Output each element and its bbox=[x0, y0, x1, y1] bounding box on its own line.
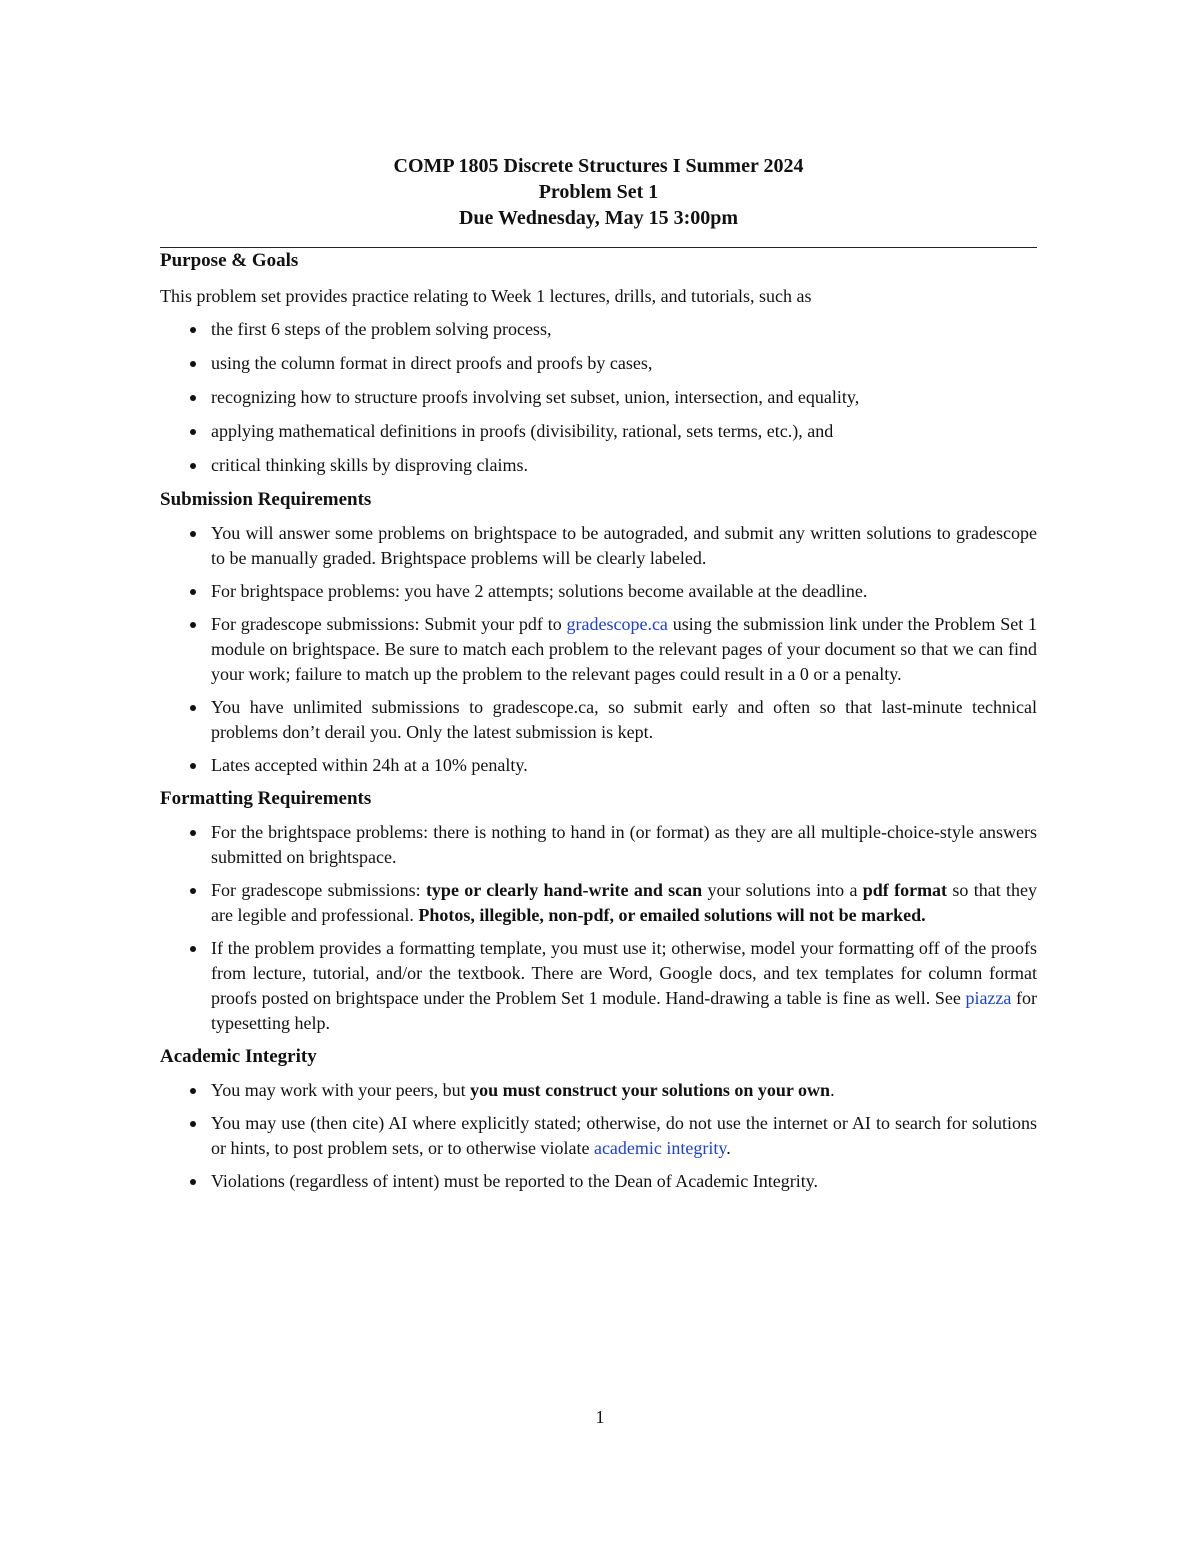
integrity-list bbox=[160, 1078, 1037, 1194]
list-item bbox=[160, 521, 1037, 571]
purpose-list bbox=[160, 317, 1037, 478]
list-item-text: for typesetting help. bbox=[211, 988, 1037, 1033]
bullet-icon bbox=[190, 1088, 196, 1094]
emphasis-text: Photos, illegible, non-pdf, or emailed solutions will not be marked. bbox=[418, 905, 926, 925]
bullet-icon bbox=[190, 1179, 196, 1185]
academic-integrity-link[interactable]: academic integrity bbox=[593, 1138, 727, 1158]
list-item-text: You may work with your peers, but bbox=[211, 1080, 471, 1100]
bullet-icon bbox=[190, 589, 196, 595]
page-number: 1 bbox=[595, 1407, 605, 1427]
emphasis-text: type or clearly hand-write and scan bbox=[425, 880, 703, 900]
due-date: Due Wednesday, May 15 3:00pm bbox=[458, 207, 739, 229]
list-item-text: For brightspace problems: you have 2 attempts; solutions become available at the deadline. bbox=[211, 581, 868, 601]
list-item bbox=[160, 453, 1037, 478]
list-item-text: You may use (then cite) AI where explicitly stated; otherwise, do not use the internet or AI to search for solutions or hints, to post problem sets, or to otherwise violate bbox=[211, 1113, 1037, 1158]
bullet-icon bbox=[190, 946, 196, 952]
bullet-icon bbox=[190, 1121, 196, 1127]
bullet-icon bbox=[190, 763, 196, 769]
bullet-icon bbox=[190, 888, 196, 894]
list-item bbox=[160, 878, 1037, 928]
problem-set-title: Problem Set 1 bbox=[538, 181, 659, 203]
list-item bbox=[160, 351, 1037, 376]
submission-heading: Submission Requirements bbox=[160, 489, 372, 510]
page-content bbox=[160, 153, 1037, 1202]
list-item-text: You will answer some problems on brightspace to be autograded, and submit any written solutions to gradescope to be manually graded. Brightspace problems will be clearly labeled. bbox=[211, 523, 1037, 568]
formatting-heading: Formatting Requirements bbox=[160, 788, 372, 809]
document-title bbox=[160, 153, 1037, 231]
bullet-icon bbox=[190, 361, 196, 367]
list-item-text: using the submission link under the Problem Set 1 module on brightspace. Be sure to match each problem to the relevant pages of your document so that we can find your work; failure to match up the problem to the relevant pages could result in a 0 or a penalty. bbox=[211, 614, 1037, 684]
list-item bbox=[160, 579, 1037, 604]
list-item-text: applying mathematical definitions in proofs (divisibility, rational, sets terms, etc.), and bbox=[211, 421, 834, 441]
list-item bbox=[160, 317, 1037, 342]
list-item-text: . bbox=[726, 1138, 731, 1158]
list-item-text: Violations (regardless of intent) must be reported to the Dean of Academic Integrity. bbox=[211, 1171, 819, 1191]
list-item-text: Lates accepted within 24h at a 10% penalty. bbox=[211, 755, 528, 775]
list-item bbox=[160, 695, 1037, 745]
list-item bbox=[160, 753, 1037, 778]
bullet-icon bbox=[190, 463, 196, 469]
piazza-link[interactable]: piazza bbox=[965, 988, 1012, 1008]
list-item bbox=[160, 1169, 1037, 1194]
bullet-icon bbox=[190, 429, 196, 435]
bullet-icon bbox=[190, 327, 196, 333]
emphasis-text: pdf format bbox=[862, 880, 948, 900]
list-item-text: You have unlimited submissions to gradescope.ca, so submit early and often so that last-minute technical problems don’t derail you. Only the latest submission is kept. bbox=[211, 697, 1037, 742]
list-item bbox=[160, 612, 1037, 687]
course-title: COMP 1805 Discrete Structures I Summer 2024 bbox=[393, 155, 804, 177]
list-item-text: . bbox=[830, 1080, 835, 1100]
bullet-icon bbox=[190, 395, 196, 401]
bullet-icon bbox=[190, 830, 196, 836]
list-item bbox=[160, 1078, 1037, 1103]
list-item bbox=[160, 385, 1037, 410]
formatting-list bbox=[160, 820, 1037, 1036]
list-item-text: recognizing how to structure proofs involving set subset, union, intersection, and equality, bbox=[211, 387, 860, 407]
list-item bbox=[160, 820, 1037, 870]
submission-list bbox=[160, 521, 1037, 778]
list-item-text: For gradescope submissions: bbox=[211, 880, 426, 900]
bullet-icon bbox=[190, 531, 196, 537]
list-item-text: so that they are legible and professional. bbox=[211, 880, 1037, 925]
list-item bbox=[160, 419, 1037, 444]
purpose-intro: This problem set provides practice relating to Week 1 lectures, drills, and tutorials, such as bbox=[160, 286, 812, 306]
purpose-heading: Purpose & Goals bbox=[160, 250, 299, 271]
bullet-icon bbox=[190, 705, 196, 711]
list-item-text: your solutions into a bbox=[702, 880, 863, 900]
bullet-icon bbox=[190, 622, 196, 628]
emphasis-text: you must construct your solutions on your own bbox=[470, 1080, 831, 1100]
list-item-text: For gradescope submissions: Submit your pdf to bbox=[211, 614, 567, 634]
list-item-text: the first 6 steps of the problem solving process, bbox=[211, 319, 552, 339]
list-item-text: For the brightspace problems: there is nothing to hand in (or format) as they are all multiple-choice-style answers submitted on brightspace. bbox=[211, 822, 1037, 867]
list-item-text: using the column format in direct proofs and proofs by cases, bbox=[211, 353, 653, 373]
list-item bbox=[160, 936, 1037, 1036]
list-item-text: critical thinking skills by disproving claims. bbox=[211, 455, 528, 475]
list-item bbox=[160, 1111, 1037, 1161]
integrity-heading: Academic Integrity bbox=[160, 1046, 317, 1067]
gradescope-link[interactable]: gradescope.ca bbox=[566, 614, 668, 634]
list-item-text: If the problem provides a formatting template, you must use it; otherwise, model your formatting off of the proofs from lecture, tutorial, and/or the textbook. There are Word, Google docs, and tex templates for column format proofs posted on brightspace under the Problem Set 1 module. Hand-drawing a table is fine as well. See bbox=[211, 938, 1037, 1008]
